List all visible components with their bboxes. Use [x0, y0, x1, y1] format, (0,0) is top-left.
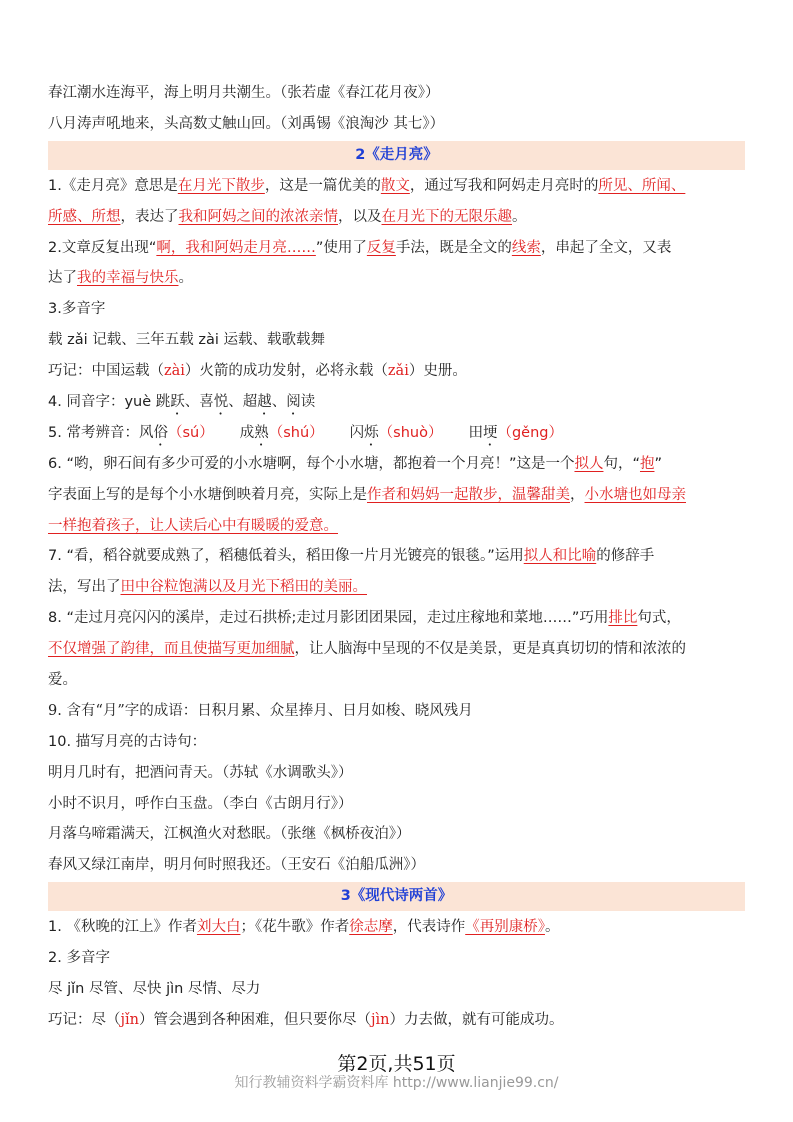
dotted-char: 阅	[286, 394, 301, 411]
s2-item-2-line-2	[48, 263, 745, 294]
s3-item-2-line: 尽 jǐn 尽管、尽快 jìn 尽情、尽力	[48, 981, 261, 998]
answer: 抱	[639, 455, 655, 472]
s3-item-1	[48, 912, 745, 943]
text: 8. “走过月亮闪闪的溪岸，走过石拱桥;走过月影团团果园，走过庄稼地和菜地……”巧用	[48, 610, 609, 627]
s2-item-1-line-2	[48, 202, 745, 233]
answer: 所感、所想	[48, 208, 121, 225]
answer: 田中谷粒饱满以及月光下稻田的美丽。	[120, 579, 367, 596]
text: ）力去做，就有可能成功。	[389, 1011, 564, 1028]
answer: 我的幸福与快乐	[77, 270, 179, 287]
s3-item-2-tip	[48, 1005, 745, 1036]
text: 。	[178, 270, 193, 287]
text: ，以及	[338, 208, 382, 225]
page-number: 第2页,共51页	[337, 1053, 456, 1075]
text: 、超	[228, 394, 258, 411]
text: 。	[512, 208, 527, 225]
text: ，表达了	[120, 208, 179, 225]
answer: 我和阿妈之间的浓浓亲情	[178, 208, 338, 225]
poem-line: 八月涛声吼地来，头高数丈触山回。（刘禹锡《浪淘沙 其七》）	[48, 115, 445, 132]
section-heading-3: 3《现代诗两首》	[48, 882, 745, 911]
s2-item-9: 9. 含有“月”字的成语：日积月累、众星捧月、日月如梭、晓风残月	[48, 702, 473, 719]
text: 。	[544, 919, 560, 936]
pinyin: （sú）	[167, 424, 214, 441]
document-page	[48, 78, 745, 1036]
text: 田	[468, 424, 483, 441]
text: 1.《走月亮》意思是	[48, 177, 178, 194]
text: 巧记：中国运载（	[48, 363, 164, 380]
s2-item-8-line-1	[48, 603, 745, 634]
pinyin: jǐn	[120, 1011, 139, 1028]
text: ，代表诗作	[392, 919, 466, 936]
s3-item-2-title: 2. 多音字	[48, 950, 110, 967]
text: 巧记：尽（	[48, 1011, 121, 1028]
pinyin: （gěng）	[497, 424, 563, 441]
answer: 反复	[366, 239, 396, 256]
text: 、喜	[184, 394, 214, 411]
text: 6. “哟，卵石间有多少可爱的小水塘啊，每个小水塘，都抱着一个月亮！”这是一个	[48, 455, 575, 472]
text: ，通过写我和阿妈走月亮时的	[409, 177, 599, 194]
answer: 一样抱着孩子，让人读后心中有暖暖的爱意。	[48, 517, 338, 534]
dotted-char: 埂	[482, 424, 498, 441]
text: 7. “看，稻谷就要成熟了，稻穗低着头，稻田像一片月光镀亮的银毯。”运用	[48, 548, 524, 565]
s2-item-8-line-2	[48, 634, 745, 665]
answer: 拟人和比喻	[523, 548, 597, 565]
pinyin: zǎi	[387, 363, 409, 380]
text: ”使用了	[315, 239, 367, 256]
answer: 小水塘也如母亲	[584, 486, 686, 503]
dotted-char: 跃	[170, 394, 185, 411]
s2-item-1-line-1	[48, 171, 745, 202]
answer: 啊，我和阿妈走月亮……	[156, 239, 316, 256]
dotted-char: 悦	[213, 394, 229, 411]
s2-item-6-line-3	[48, 511, 745, 542]
s2-item-5	[48, 418, 745, 449]
dotted-char: 俗	[153, 424, 168, 441]
s2-item-6-line-1	[48, 449, 745, 480]
answer: 《再别康桥》	[465, 919, 545, 936]
s2-item-6-line-2	[48, 480, 745, 511]
text: 的修辞手	[596, 548, 655, 565]
text: 句式，	[637, 610, 681, 627]
section-heading-2: 2《走月亮》	[48, 141, 745, 170]
answer: 散文	[380, 177, 410, 194]
text: 、	[271, 394, 287, 411]
s2-item-7-line-2	[48, 572, 745, 603]
text: ）史册。	[408, 363, 467, 380]
text: ，串起了全文，又表	[540, 239, 672, 256]
answer: 在月光下的无限乐趣	[381, 208, 512, 225]
text: ”	[654, 455, 662, 472]
s2-item-3-title: 3.多音字	[48, 301, 106, 318]
text: 4. 同音字：yuè 跳	[48, 394, 171, 411]
text: ；《花牛歌》作者	[240, 919, 350, 936]
poem-line: 明月几时有，把酒问青天。（苏轼《水调歌头》）	[48, 764, 353, 781]
watermark-text: 知行教辅资料学霸资料库 http://www.lianjie99.cn/	[234, 1075, 559, 1091]
answer: 所见、所闻、	[598, 177, 686, 194]
pinyin: （shuò）	[378, 424, 443, 441]
pinyin: zài	[164, 363, 185, 380]
s2-item-7-line-1	[48, 541, 745, 572]
text: ，让人脑海中呈现的不仅是美景，更是真真切切的情和浓浓的	[294, 641, 686, 658]
s2-item-2-line-1	[48, 233, 745, 264]
s2-item-10-title: 10. 描写月亮的古诗句：	[48, 733, 207, 750]
text: 句，“	[603, 455, 640, 472]
text: 2.文章反复出现“	[48, 239, 157, 256]
answer: 排比	[608, 610, 638, 627]
pinyin: jìn	[370, 1011, 390, 1028]
text: 风	[138, 424, 154, 441]
text: ，	[570, 486, 585, 503]
answer: 在月光下散步	[177, 177, 265, 194]
s2-item-4	[48, 387, 745, 418]
text: 法，写出了	[48, 579, 121, 596]
dotted-char: 越	[257, 394, 272, 411]
text: ）火箭的成功发射，必将永载（	[184, 363, 388, 380]
poem-line: 春江潮水连海平，海上明月共潮生。（张若虚《春江花月夜》）	[48, 85, 440, 101]
answer: 刘大白	[196, 919, 241, 936]
text: 1. 《秋晚的江上》作者	[48, 919, 197, 936]
s2-item-8-line-3: 爱。	[48, 672, 77, 689]
text: 读	[300, 394, 316, 411]
text: 闪	[349, 424, 365, 441]
text: 5. 常考辨音：	[48, 424, 139, 441]
answer: 徐志摩	[349, 919, 393, 936]
answer: 线索	[511, 239, 541, 256]
text: 成	[239, 424, 255, 441]
pinyin: （shú）	[268, 424, 324, 441]
s2-item-3-tip	[48, 356, 745, 387]
text: 手法，既是全文的	[395, 239, 512, 256]
dotted-char: 熟	[254, 424, 269, 441]
text: 字表面上写的是每个小水塘倒映着月亮，实际上是	[48, 486, 367, 503]
dotted-char: 烁	[364, 424, 379, 441]
text: 达了	[48, 270, 77, 287]
s2-item-3-line: 载 zǎi 记载、三年五载 zài 运载、载歌载舞	[48, 332, 325, 349]
poem-line: 小时不识月，呼作白玉盘。（李白《古朗月行》）	[48, 795, 353, 812]
text: ，这是一篇优美的	[264, 177, 381, 194]
answer: 不仅增强了韵律，而且使描写更加细腻	[48, 641, 295, 658]
poem-line: 月落乌啼霜满天，江枫渔火对愁眠。（张继《枫桥夜泊》）	[48, 826, 411, 843]
text: ）管会遇到各种困难，但只要你尽（	[138, 1011, 371, 1028]
answer: 作者和妈妈一起散步，温馨甜美	[367, 486, 570, 503]
answer: 拟人	[574, 455, 604, 472]
poem-line: 春风又绿江南岸，明月何时照我还。（王安石《泊船瓜洲》）	[48, 857, 425, 874]
